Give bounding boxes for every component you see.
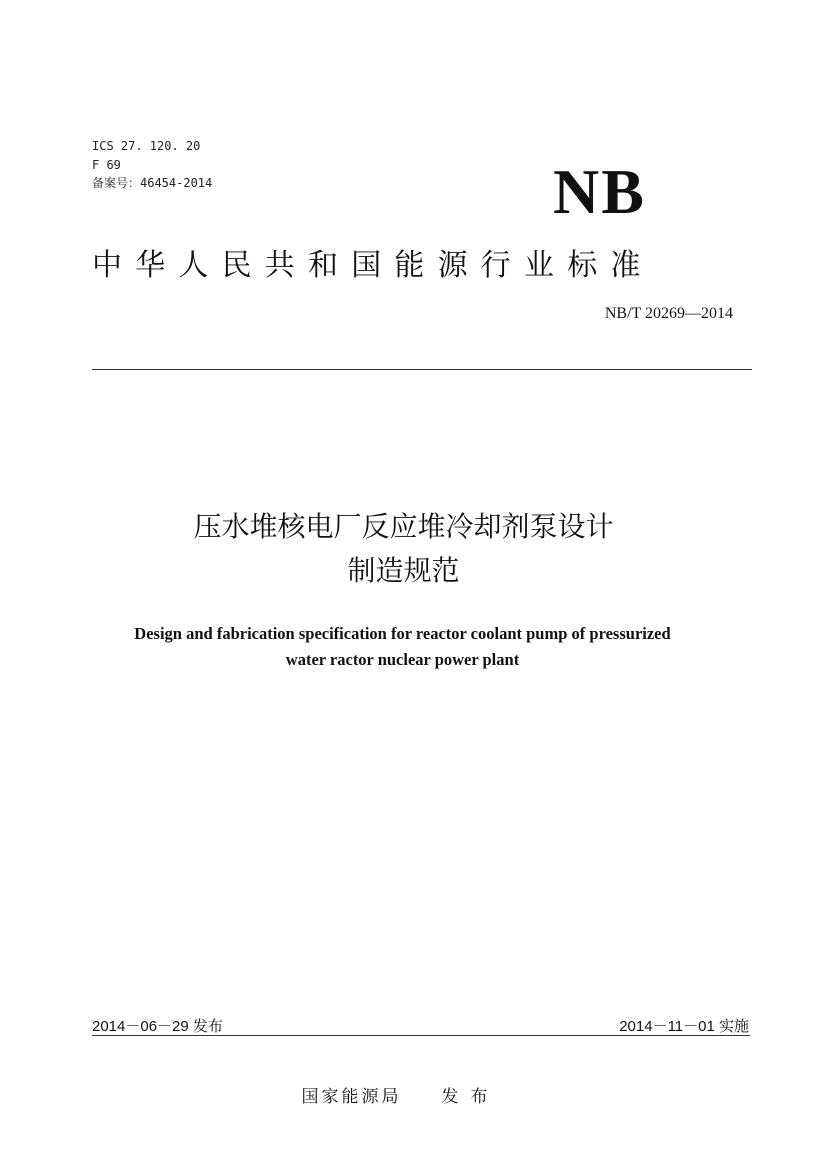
nb-logo: NB bbox=[553, 156, 646, 227]
title-en-line1: Design and fabrication specification for reactor coolant pump of pressurized bbox=[134, 624, 671, 643]
classification-code: F 69 bbox=[92, 157, 121, 172]
issuer-action: 发布 bbox=[441, 1087, 500, 1107]
document-title-cn bbox=[0, 505, 815, 593]
ics-code: ICS 27. 120. 20 bbox=[92, 139, 201, 153]
effective-date: 2014－11－01 实施 bbox=[619, 1018, 749, 1035]
document-title-en bbox=[0, 621, 815, 673]
title-cn-line1: 压水堆核电厂反应堆冷却剂泵设计 bbox=[193, 510, 614, 543]
title-en-line2: water ractor nuclear power plant bbox=[285, 650, 520, 669]
standard-title: 中华人民共和国能源行业标准 bbox=[92, 248, 654, 283]
bottom-divider bbox=[92, 1035, 750, 1036]
issue-date: 2014－06－29 发布 bbox=[92, 1018, 223, 1035]
issuer-organization: 国家能源局 bbox=[301, 1087, 402, 1107]
standard-number: NB/T 20269—2014 bbox=[604, 305, 733, 322]
record-number: 备案号：46454-2014 bbox=[92, 176, 213, 190]
header-meta bbox=[92, 137, 212, 193]
top-divider bbox=[92, 369, 752, 370]
issuer-line bbox=[0, 1082, 815, 1107]
title-cn-line2: 制造规范 bbox=[347, 554, 460, 587]
